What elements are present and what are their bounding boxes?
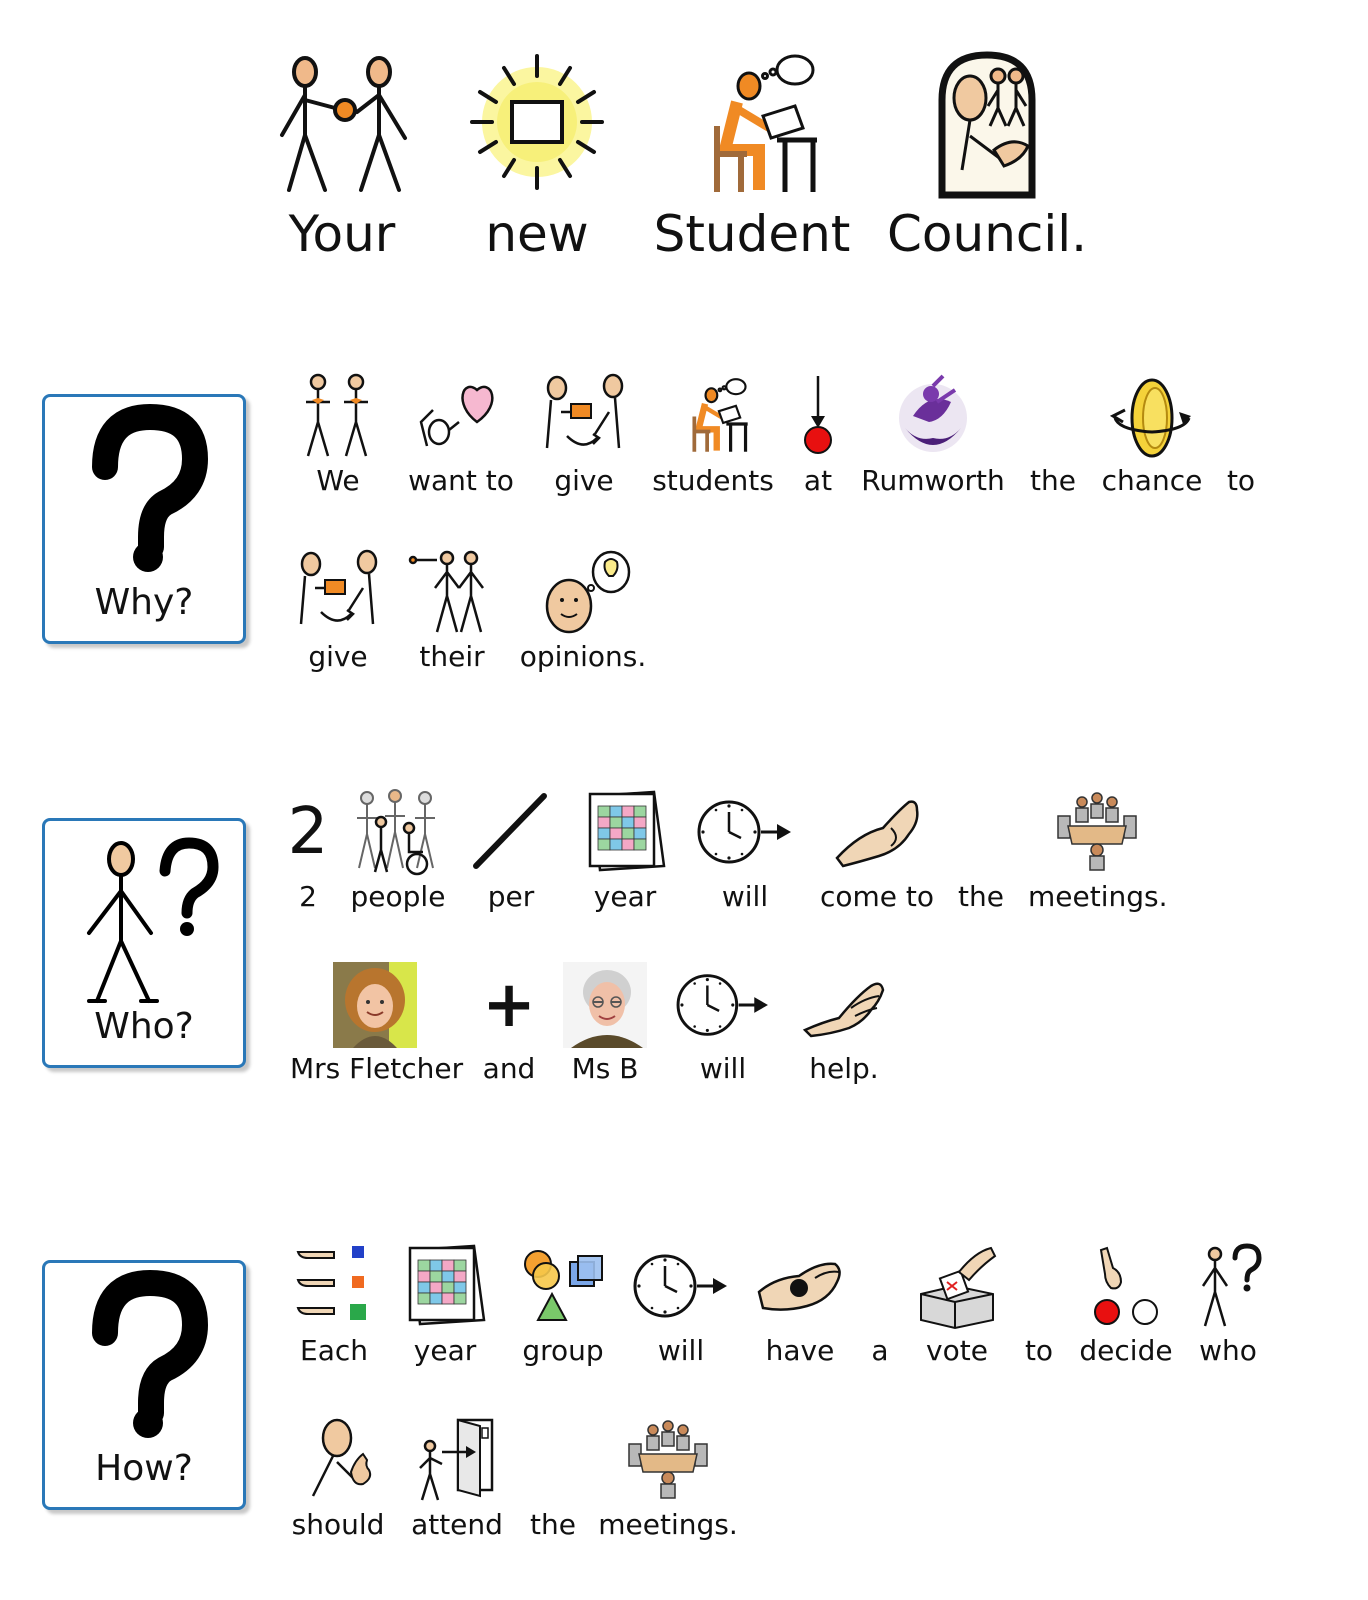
word-label: want to	[408, 464, 514, 497]
word-label: to	[1024, 1334, 1054, 1367]
word-mrs-fletcher	[290, 962, 464, 1086]
who-person-icon	[1193, 1242, 1263, 1330]
word-label: the	[958, 880, 1004, 913]
word-decide	[1074, 1242, 1178, 1368]
word-come-to	[818, 788, 936, 914]
title-word-council	[887, 50, 1087, 262]
their-icon	[407, 548, 497, 636]
word-label: attend	[411, 1508, 503, 1541]
title-word-your	[242, 50, 442, 262]
word-chance	[1098, 372, 1206, 498]
should-person-icon	[293, 1416, 383, 1504]
plus-icon: +	[482, 968, 536, 1042]
word-to	[1218, 372, 1264, 498]
word-label: We	[316, 464, 360, 497]
who-box	[42, 818, 246, 1068]
word-label: who	[1199, 1334, 1257, 1367]
word-attend	[404, 1416, 510, 1542]
word-label: Ms B	[571, 1052, 639, 1085]
word-label: will	[657, 1334, 705, 1367]
word-label: meetings.	[1028, 880, 1168, 913]
word-the	[948, 788, 1014, 914]
title-word-student	[652, 50, 852, 262]
word-give	[534, 372, 634, 498]
word-their	[404, 548, 500, 674]
word-and	[476, 962, 542, 1086]
why-box	[42, 394, 246, 644]
student-desk-icon	[677, 50, 827, 200]
sun-new-icon	[462, 50, 612, 200]
council-icon	[912, 50, 1062, 200]
who-label: Who?	[94, 1006, 194, 1047]
help-hand-icon	[799, 962, 889, 1048]
title-word-label: Student	[653, 205, 851, 263]
word-label: give	[308, 640, 368, 673]
word-at	[790, 372, 846, 498]
why-label: Why?	[94, 582, 194, 623]
word-help	[794, 962, 894, 1086]
ballot-box-icon	[915, 1242, 999, 1330]
two-people-icon	[267, 50, 417, 200]
clock-arrow-icon	[631, 1242, 731, 1330]
word-give	[288, 548, 388, 674]
calendar-icon	[580, 788, 670, 876]
people-group-icon	[353, 788, 443, 876]
word-label: year	[593, 880, 657, 913]
word-label: group	[522, 1334, 604, 1367]
word-label: will	[721, 880, 769, 913]
number-2-icon: 2	[287, 795, 329, 869]
word-label: the	[530, 1508, 576, 1541]
word-label: 2	[299, 880, 317, 913]
photo-mrs-fletcher-icon	[333, 962, 417, 1048]
word-label: Mrs Fletcher	[290, 1052, 464, 1085]
how-box	[42, 1260, 246, 1510]
give-icon	[293, 548, 383, 636]
word-have	[750, 1242, 850, 1368]
heart-want-icon	[413, 372, 509, 460]
word-label: come to	[819, 880, 935, 913]
word-to	[1016, 1242, 1062, 1368]
word-label: their	[419, 640, 485, 673]
word-want-to	[403, 372, 519, 498]
title-word-label: Council.	[887, 205, 1088, 263]
word-2	[280, 788, 336, 914]
word-the	[520, 1416, 586, 1542]
word-will	[690, 788, 800, 914]
title-word-label: new	[485, 205, 589, 263]
word-label: to	[1226, 464, 1256, 497]
word-label: give	[554, 464, 614, 497]
word-label: should	[291, 1508, 385, 1541]
word-label: students	[652, 464, 774, 497]
word-a	[860, 1242, 900, 1368]
word-year	[576, 788, 674, 914]
clock-arrow-icon	[673, 962, 773, 1048]
rumworth-logo-icon	[893, 372, 973, 460]
meeting-table-icon	[1052, 788, 1142, 876]
shapes-group-icon	[518, 1242, 608, 1330]
word-will	[668, 962, 778, 1086]
word-will	[626, 1242, 736, 1368]
word-label: year	[413, 1334, 477, 1367]
word-ms-b	[560, 962, 650, 1086]
meeting-table-icon	[623, 1416, 713, 1504]
word-group	[508, 1242, 618, 1368]
come-hand-icon	[829, 788, 925, 876]
word-meetings	[1028, 788, 1166, 914]
photo-ms-b-icon	[563, 962, 647, 1048]
at-arrow-icon	[798, 372, 838, 460]
attend-door-icon	[412, 1416, 502, 1504]
give-icon	[539, 372, 629, 460]
word-the	[1020, 372, 1086, 498]
word-per	[466, 788, 556, 914]
word-label: have	[765, 1334, 835, 1367]
word-label: help.	[809, 1052, 879, 1085]
decide-icon	[1081, 1242, 1171, 1330]
how-label: How?	[95, 1448, 193, 1489]
calendar-icon	[400, 1242, 490, 1330]
word-students	[650, 372, 776, 498]
word-should	[288, 1416, 388, 1542]
word-label: at	[803, 464, 833, 497]
title-word-label: Your	[288, 205, 396, 263]
clock-arrow-icon	[695, 788, 795, 876]
word-label: and	[482, 1052, 536, 1085]
word-we	[283, 372, 393, 498]
word-label: decide	[1079, 1334, 1173, 1367]
word-rumworth	[860, 372, 1006, 498]
slash-icon	[466, 788, 556, 876]
word-each	[288, 1242, 380, 1368]
word-label: will	[699, 1052, 747, 1085]
word-label: Rumworth	[861, 464, 1005, 497]
each-pointing-icon	[294, 1242, 374, 1330]
word-opinions	[518, 548, 648, 674]
word-label: Each	[300, 1334, 368, 1367]
word-label: opinions.	[519, 640, 647, 673]
word-label: the	[1030, 464, 1076, 497]
word-who	[1188, 1242, 1268, 1368]
word-label: per	[487, 880, 535, 913]
word-label: meetings.	[598, 1508, 738, 1541]
word-year	[396, 1242, 494, 1368]
student-desk-icon	[673, 372, 753, 460]
we-icon	[298, 372, 378, 460]
opinion-head-icon	[535, 548, 631, 636]
word-label: people	[350, 880, 446, 913]
coin-flip-icon	[1107, 372, 1197, 460]
word-meetings	[598, 1416, 738, 1542]
word-label: a	[871, 1334, 889, 1367]
word-label: chance	[1101, 464, 1203, 497]
word-label: vote	[926, 1334, 988, 1367]
title-word-new	[437, 50, 637, 262]
word-people	[344, 788, 452, 914]
have-hand-icon	[755, 1242, 845, 1330]
word-vote	[912, 1242, 1002, 1368]
